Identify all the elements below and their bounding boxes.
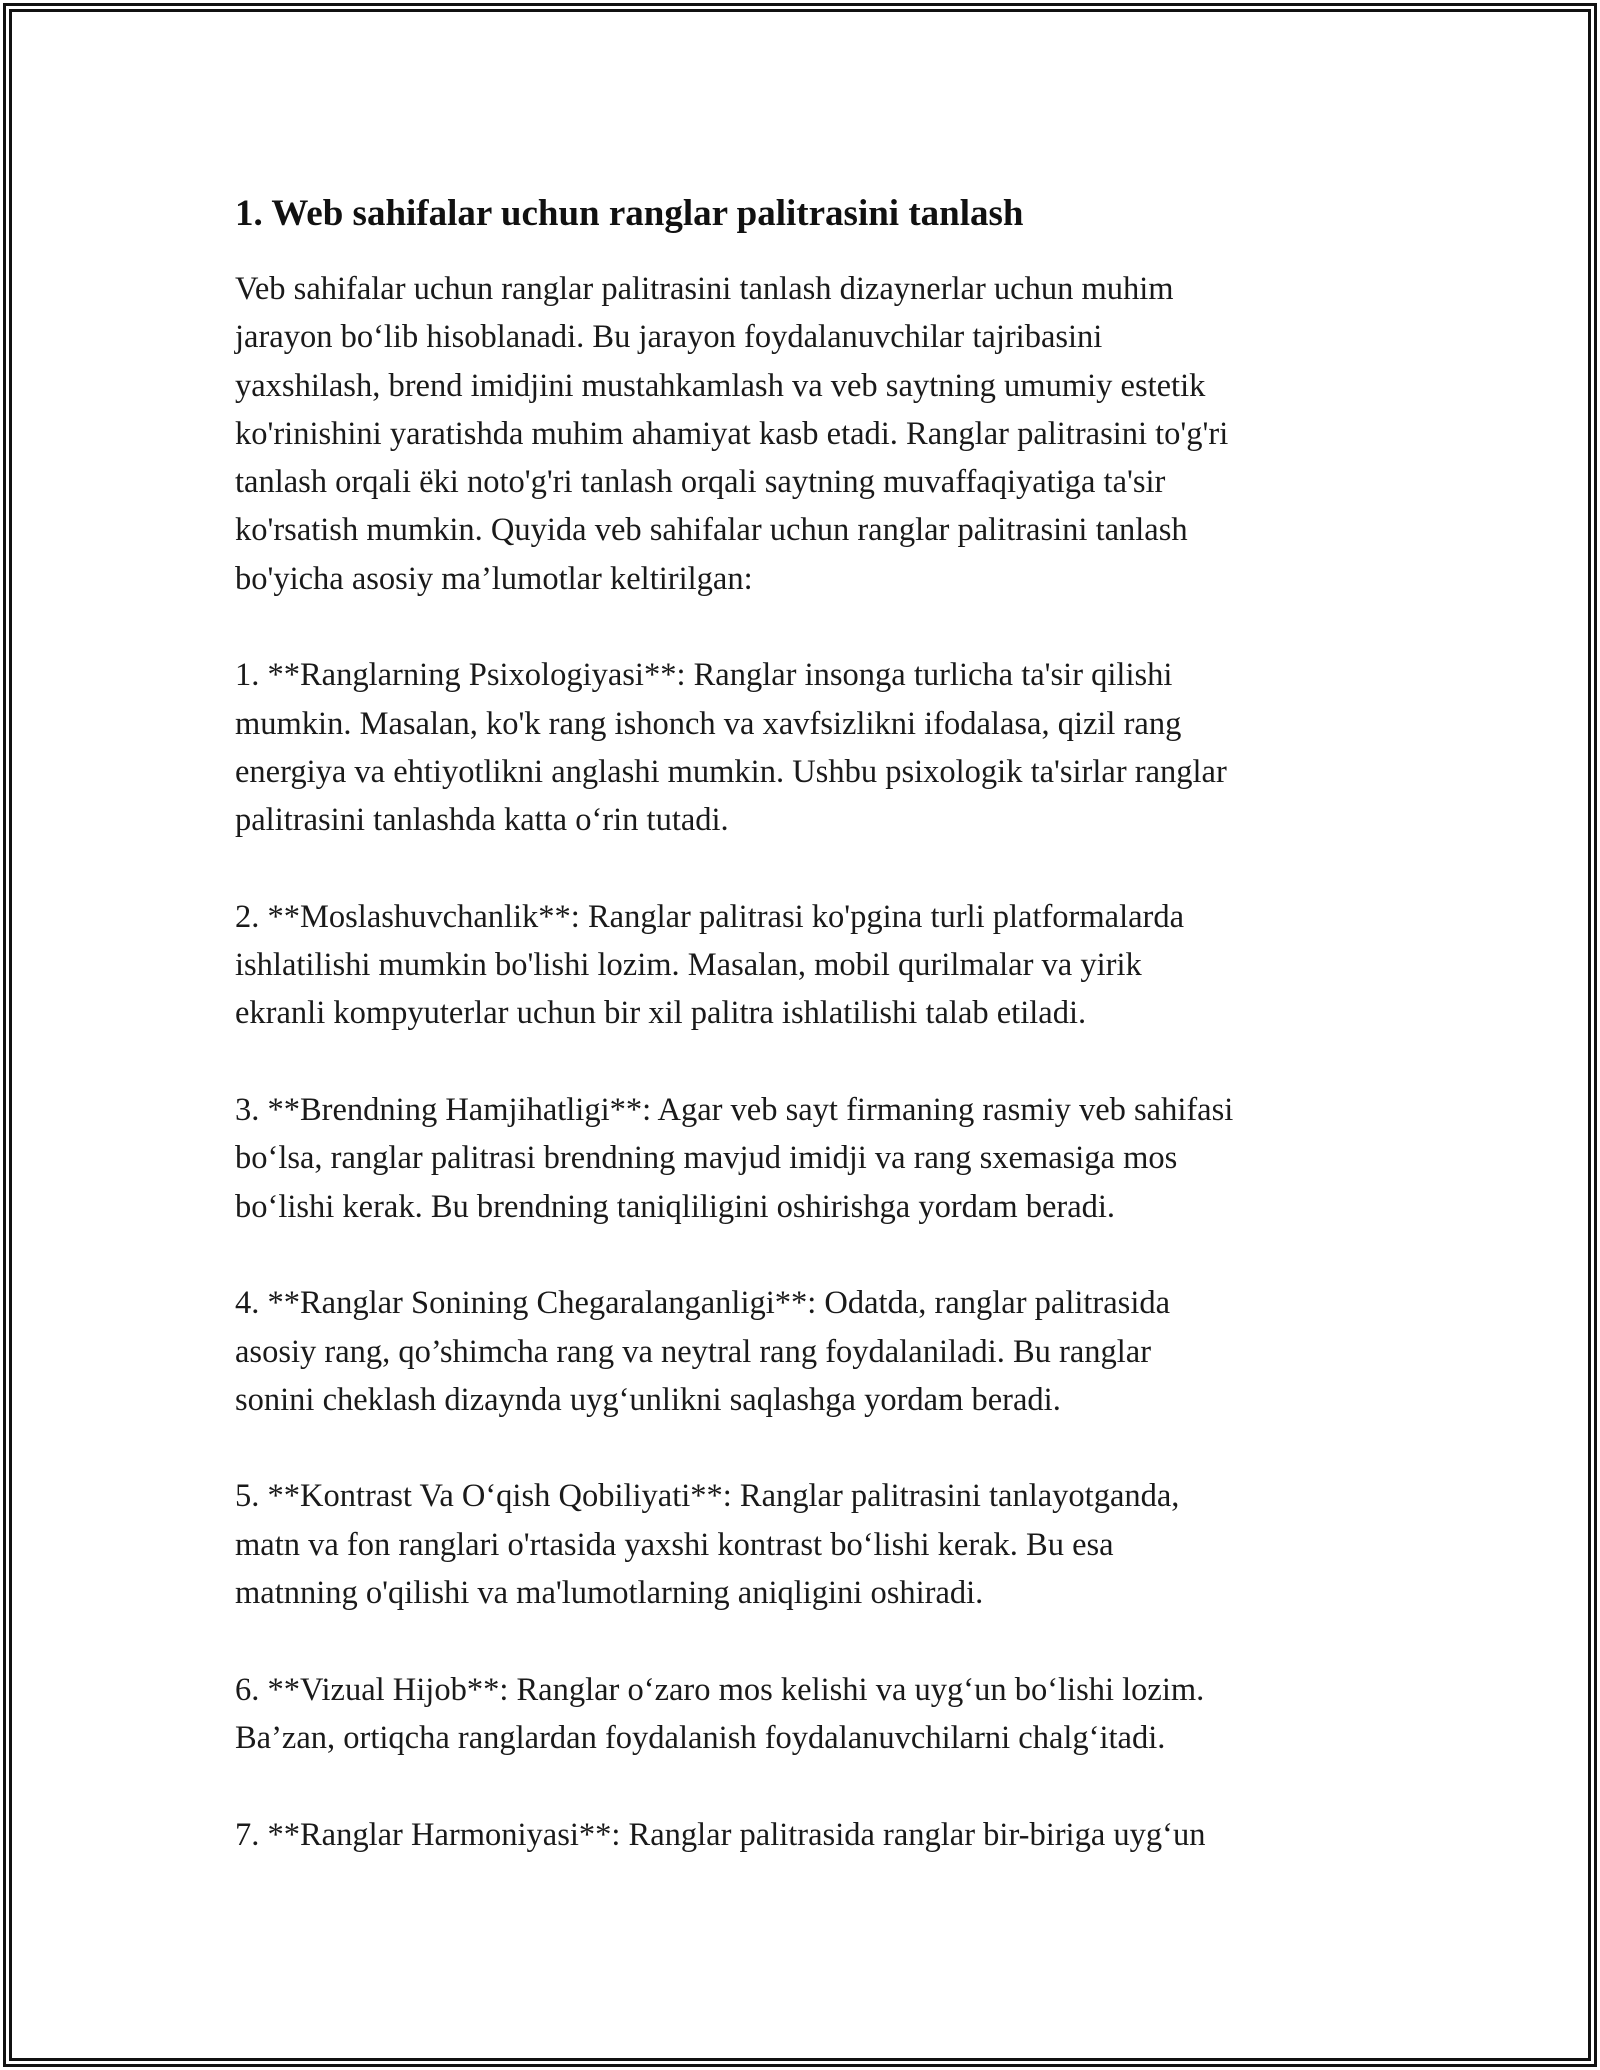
intro-paragraph: Veb sahifalar uchun ranglar palitrasini tanlash dizaynerlar uchun muhim jarayon bo‘lib hisoblanadi. Bu jarayon foydalanuvchilar tajribasini yaxshilash, brend imidjini mustahkamlash va veb saytning umumiy estetik ko'rinishini yaratishda muhim ahamiyat kasb etadi. Ranglar palitrasini to'g'ri tanlash orqali ëki noto'g'ri tanlash orqali saytning muvaffaqiyatiga ta'sir ko'rsatish mumkin. Quyida veb sahifalar uchun ranglar palitrasini tanlash bo'yicha asosiy ma’lumotlar keltirilgan: bbox=[235, 271, 1229, 597]
list-item-color-count: 4. **Ranglar Sonining Chegaralanganligi**: Odatda, ranglar palitrasida asosiy rang, qo’shimcha rang va neytral rang foydalaniladi. Bu ranglar sonini cheklash dizaynda uyg‘unlikni saqlashga yordam beradi. bbox=[235, 1285, 1171, 1418]
list-item-psychology: 1. **Ranglarning Psixologiyasi**: Ranglar insonga turlicha ta'sir qilishi mumkin. Masalan, ko'k rang ishonch va xavfsizlikni ifodalasa, qizil rang energiya va ehtiyotlikni anglashi mumkin. Ushbu psixologik ta'sirlar ranglar palitrasini tanlashda katta o‘rin tutadi. bbox=[235, 657, 1227, 839]
list-item-brand-consistency: 3. **Brendning Hamjihatligi**: Agar veb sayt firmaning rasmiy veb sahifasi bo‘lsa, ranglar palitrasi brendning mavjud imidji va rang sxemasiga mos bo‘lishi kerak. Bu brendning taniqliligini oshirishga yordam beradi. bbox=[235, 1092, 1234, 1225]
list-item-visual-harmony: 6. **Vizual Hijob**: Ranglar o‘zaro mos kelishi va uyg‘un bo‘lishi lozim. Ba’zan, ortiqcha ranglardan foydalanish foydalanuvchilarni chalg‘itadi. bbox=[235, 1671, 1205, 1756]
document-body bbox=[235, 185, 1375, 1859]
list-item-contrast: 5. **Kontrast Va O‘qish Qobiliyati**: Ranglar palitrasini tanlayotganda, matn va fon ranglari o'rtasida yaxshi kontrast bo‘lishi kerak. Bu esa matnning o'qilishi va ma'lumotlarning aniqligini oshiradi. bbox=[235, 1478, 1180, 1612]
list-item-color-harmony: 7. **Ranglar Harmoniyasi**: Ranglar palitrasida ranglar bir-biriga uyg‘un bbox=[235, 1816, 1206, 1853]
list-item-adaptability: 2. **Moslashuvchanlik**: Ranglar palitrasi ko'pgina turli platformalarda ishlatilishi mumkin bo'lishi lozim. Masalan, mobil qurilmalar va yirik ekranli kompyuterlar uchun bir xil palitra ishlatilishi talab etiladi. bbox=[235, 898, 1185, 1032]
section-heading: 1. Web sahifalar uchun ranglar palitrasini tanlash bbox=[235, 193, 1024, 234]
